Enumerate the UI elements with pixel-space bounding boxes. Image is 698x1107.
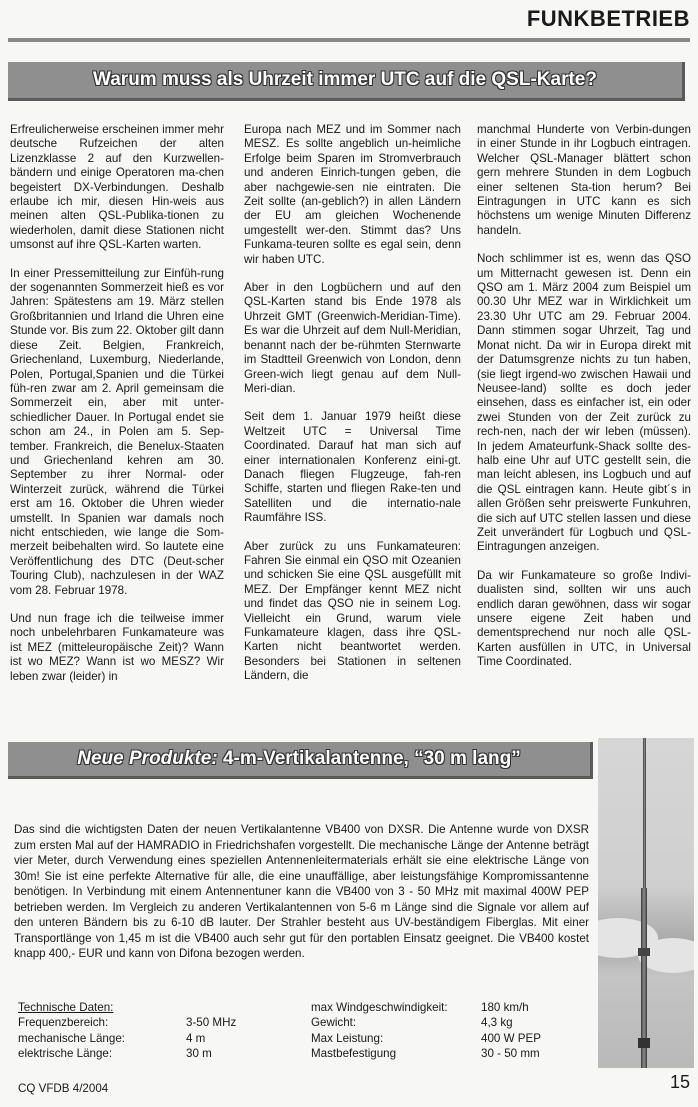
spec-value: 30 - 50 mm (481, 1047, 540, 1061)
paragraph: Da wir Funkamateure so große Indivi-dualisten sind, sollten wir uns auch endlich daran gewöhnen, dass wir sogar unsere eigene Zeit haben und dementsprechend nur noch alle QSL-Karten ausfüllen in UTC, in Universal Time Coordinated. (477, 568, 691, 669)
paragraph: In einer Pressemitteilung zur Einfüh-rung der sogenannten Sommerzeit hieß es vor Jahren: Spätestens am 19. März stellen Großbritannien und Irland die Uhren eine Stunde vor. Bis zum 22. Oktober gilt dann diese Zeit. Belgien, Frankreich, Griechenland, Luxemburg, Niederlande, Polen, Portugal,Spanien und die Türkei füh-ren zwar am 2. April gemeinsam die Sommerzeit ein, aber mit unter-schiedlicher Dauer. In Portugal endet sie schon am 24., in Polen am 5. Sep-tember. Frankreich, die Benelux-Staaten und Griechenland kehren am 30. September zu ihrer Normal- oder Winterzeit zurück, während die Türkei erst am 16. Oktober die Uhren wieder umstellt. In Spanien war damals noch nicht entschieden, wie lange die Som-merzeit beibehalten wird. So lautete eine Veröffentlichung des DTC (Deut-scher Touring Club), nachzulesen in der WAZ vom 28. Februar 1978. (10, 266, 224, 597)
paragraph: manchmal Hunderte von Verbin-dungen in einer Stunde in ihr Logbuch eintragen. Welcher QSL-Manager blättert schon gern mehrere Stunden in dem Logbuch einer seltenen Sta-tion herum? Bei Eintragungen in UTC kann es sich höchstens um wenige Minuten Differenz handeln. (477, 123, 691, 237)
paragraph: Seit dem 1. Januar 1979 heißt diese Weltzeit UTC = Universal Time Coordinated. Darauf hat man sich auf einer internationalen Konferenz eini-gt. Danach fliegen Flugzeuge, fah-ren Schiffe, starten und fliegen Rake-ten und Satelliten und die internatio-nale Raumfähre ISS. (244, 410, 461, 525)
spec-row (18, 1015, 268, 1030)
paragraph: Aber zurück zu uns Funkamateuren: Fahren Sie einmal ein QSO mit Ozeanien und schicken Sie eine QSL ausgefüllt mit MEZ. Der Empfänger kennt MEZ nicht und findet das QSO nie in seinem Log. Vielleicht ein Grund, warum viele Funkamateure klagen, dass ihre QSL-Karten nicht beantwortet werden. Besonders bei Stationen in seltenen Ländern, die (244, 539, 461, 683)
spec-value: 180 km/h (481, 1001, 529, 1014)
top-rule (8, 38, 690, 42)
spec-label: Gewicht: (311, 1016, 357, 1030)
specs-left (18, 1000, 268, 1062)
spec-label: Mastbefestigung (311, 1047, 397, 1061)
page-number: 15 (669, 1072, 690, 1092)
spec-row (18, 1031, 268, 1046)
product-title-banner (8, 742, 593, 779)
footer-source: CQ VFDB 4/2004 (18, 1082, 109, 1095)
section-title: FUNKBETRIEB (526, 6, 690, 31)
product-title-prefix: Neue Produkte: (77, 748, 218, 769)
antenna-photo (598, 738, 694, 1068)
spec-row (18, 1046, 268, 1061)
paragraph: Noch schlimmer ist es, wenn das QSO um Mitternacht gewesen ist. Denn ein QSO am 1. März 2004 zum Beispiel um 00.30 Uhr MEZ war in Wirklichkeit um 23.30 Uhr UTC am 29. Februar 2004. Dann stimmen sogar Uhrzeit, Tag und Monat nicht. Da wir in Europa direkt mit der Datumsgrenze nichts zu tun haben, (sie liegt irgend-wo zwischen Hawaii und Neusee-land) sollte es doch jeder einsehen, dass es einfacher ist, ein oder zwei Stunden von der Zeit zurück zu rech-nen, nach der wir leben (müssen). In jedem Amateurfunk-Shack sollte des-halb eine Uhr auf UTC gestellt sein, die man leicht ablesen, ins Logbuch und auf die QSL eintragen kann. Heute gibt´s in allen Größen sehr preiswerte Funkuhren, die sich auf UTC stellen lassen und diese Zeit unverändert für Logbuch und QSL-Eintragungen anzeigen. (477, 252, 691, 554)
article-column-1 (10, 123, 224, 698)
specs-right (311, 1000, 591, 1062)
paragraph: Und nun frage ich die teilweise immer noch unbelehrbaren Funkamateure was ist MEZ (mitteleuropäische Zeit)? Wann ist wo MEZ? Wann ist wo MESZ? Wir leben zwar (leider) in (10, 612, 224, 683)
article-column-2 (244, 123, 461, 698)
article-title: Warum muss als Uhrzeit immer UTC auf die QSL-Karte? (93, 69, 597, 90)
spec-value: 30 m (186, 1047, 212, 1061)
spec-row (311, 1000, 591, 1015)
product-title-main: 4-m-Vertikalantenne, “30 m lang” (217, 748, 521, 769)
spec-row (311, 1046, 591, 1061)
spec-value: 4,3 kg (481, 1016, 513, 1030)
spec-value: 400 W PEP (481, 1031, 541, 1045)
spec-label: Frequenzbereich: (18, 1016, 109, 1030)
spec-value: 4 m (186, 1031, 206, 1045)
spec-label: mechanische Länge: (18, 1031, 125, 1045)
article-column-3 (477, 123, 691, 684)
spec-label: max Windgeschwindigkeit: (311, 1001, 448, 1014)
spec-row (311, 1015, 591, 1030)
paragraph: Aber in den Logbüchern und auf den QSL-Karten stand bis Ende 1978 als Uhrzeit GMT (Greenwich-Meridian-Time). Es war die Uhrzeit auf dem Null-Meridian, benannt nach der be-rühmten Sternwarte im Stadtteil Greenwich von London, denn Green-wich liegt genau auf dem Null-Meri-dian. (244, 281, 461, 395)
paragraph: Erfreulicherweise erscheinen immer mehr deutsche Rufzeichen der alten Lizenzklasse 2 auf den Kurzwellen-bändern und einige Operatoren ma-chen begeistert DX-Verbindungen. Deshalb erlaube ich mir, diesen Hin-weis aus meinen alten QSL-Publika-tionen zu wiederholen, damit diese Stationen nicht umsonst auf ihre QSL-Karten warten. (10, 123, 224, 252)
product-title (77, 748, 520, 770)
specs-heading: Technische Daten: (18, 1001, 114, 1014)
article-title-banner (8, 62, 685, 101)
spec-value: 3-50 MHz (186, 1016, 237, 1030)
product-description: Das sind die wichtigsten Daten der neuen Vertikalantenne VB400 von DXSR. Die Antenne wurde von DXSR zum ersten Mal auf der HAMRADIO in Friedrichshafen vorgestellt. Die mechanische Länge der Antenne beträgt vier Meter, durch Verwendung eines speziellen Antennenleitermaterials erhält sie eine elektrische Länge von 30m! Sie ist eine perfekte Alternative für alle, die eine unauffällige, aber leistungsfähige Kompromissantenne benötigen. In Verbindung mit einem Antennentuner kann die VB400 von 3 - 50 MHz mit maximal 400W PEP betrieben werden. Im Vergleich zu anderen Vertikalantennen von 5-6 m Länge sind die Signale vor allem auf den unteren Bändern bis zu 6-10 dB lauter. Der Strahler besteht aus UV-beständigem Fiberglas. Mit einer Transportlänge von 1,45 m ist die VB400 auch sehr gut für den portablen Einsatz geeignet. Die VB400 kostet knapp 400,- EUR und kann von Difona bezogen werden. (14, 823, 589, 960)
paragraph: Europa nach MEZ und im Sommer nach MESZ. Es sollte angeblich un-heimliche Erfolge beim Sparen im Stromverbrauch und anderen Einrich-tungen geben, die aber nachgewie-sen nie eintraten. Die Zeit sollte (an-geblich?) in allen Ländern der EU am gleichen Wochenende umgestellt wer-den. Stimmt das? Uns Funkama-teuren sollte es egal sein, denn wir haben UTC. (244, 123, 461, 266)
spec-label: elektrische Länge: (18, 1047, 113, 1061)
spec-row (311, 1031, 591, 1046)
spec-label: Max Leistung: (311, 1031, 384, 1045)
